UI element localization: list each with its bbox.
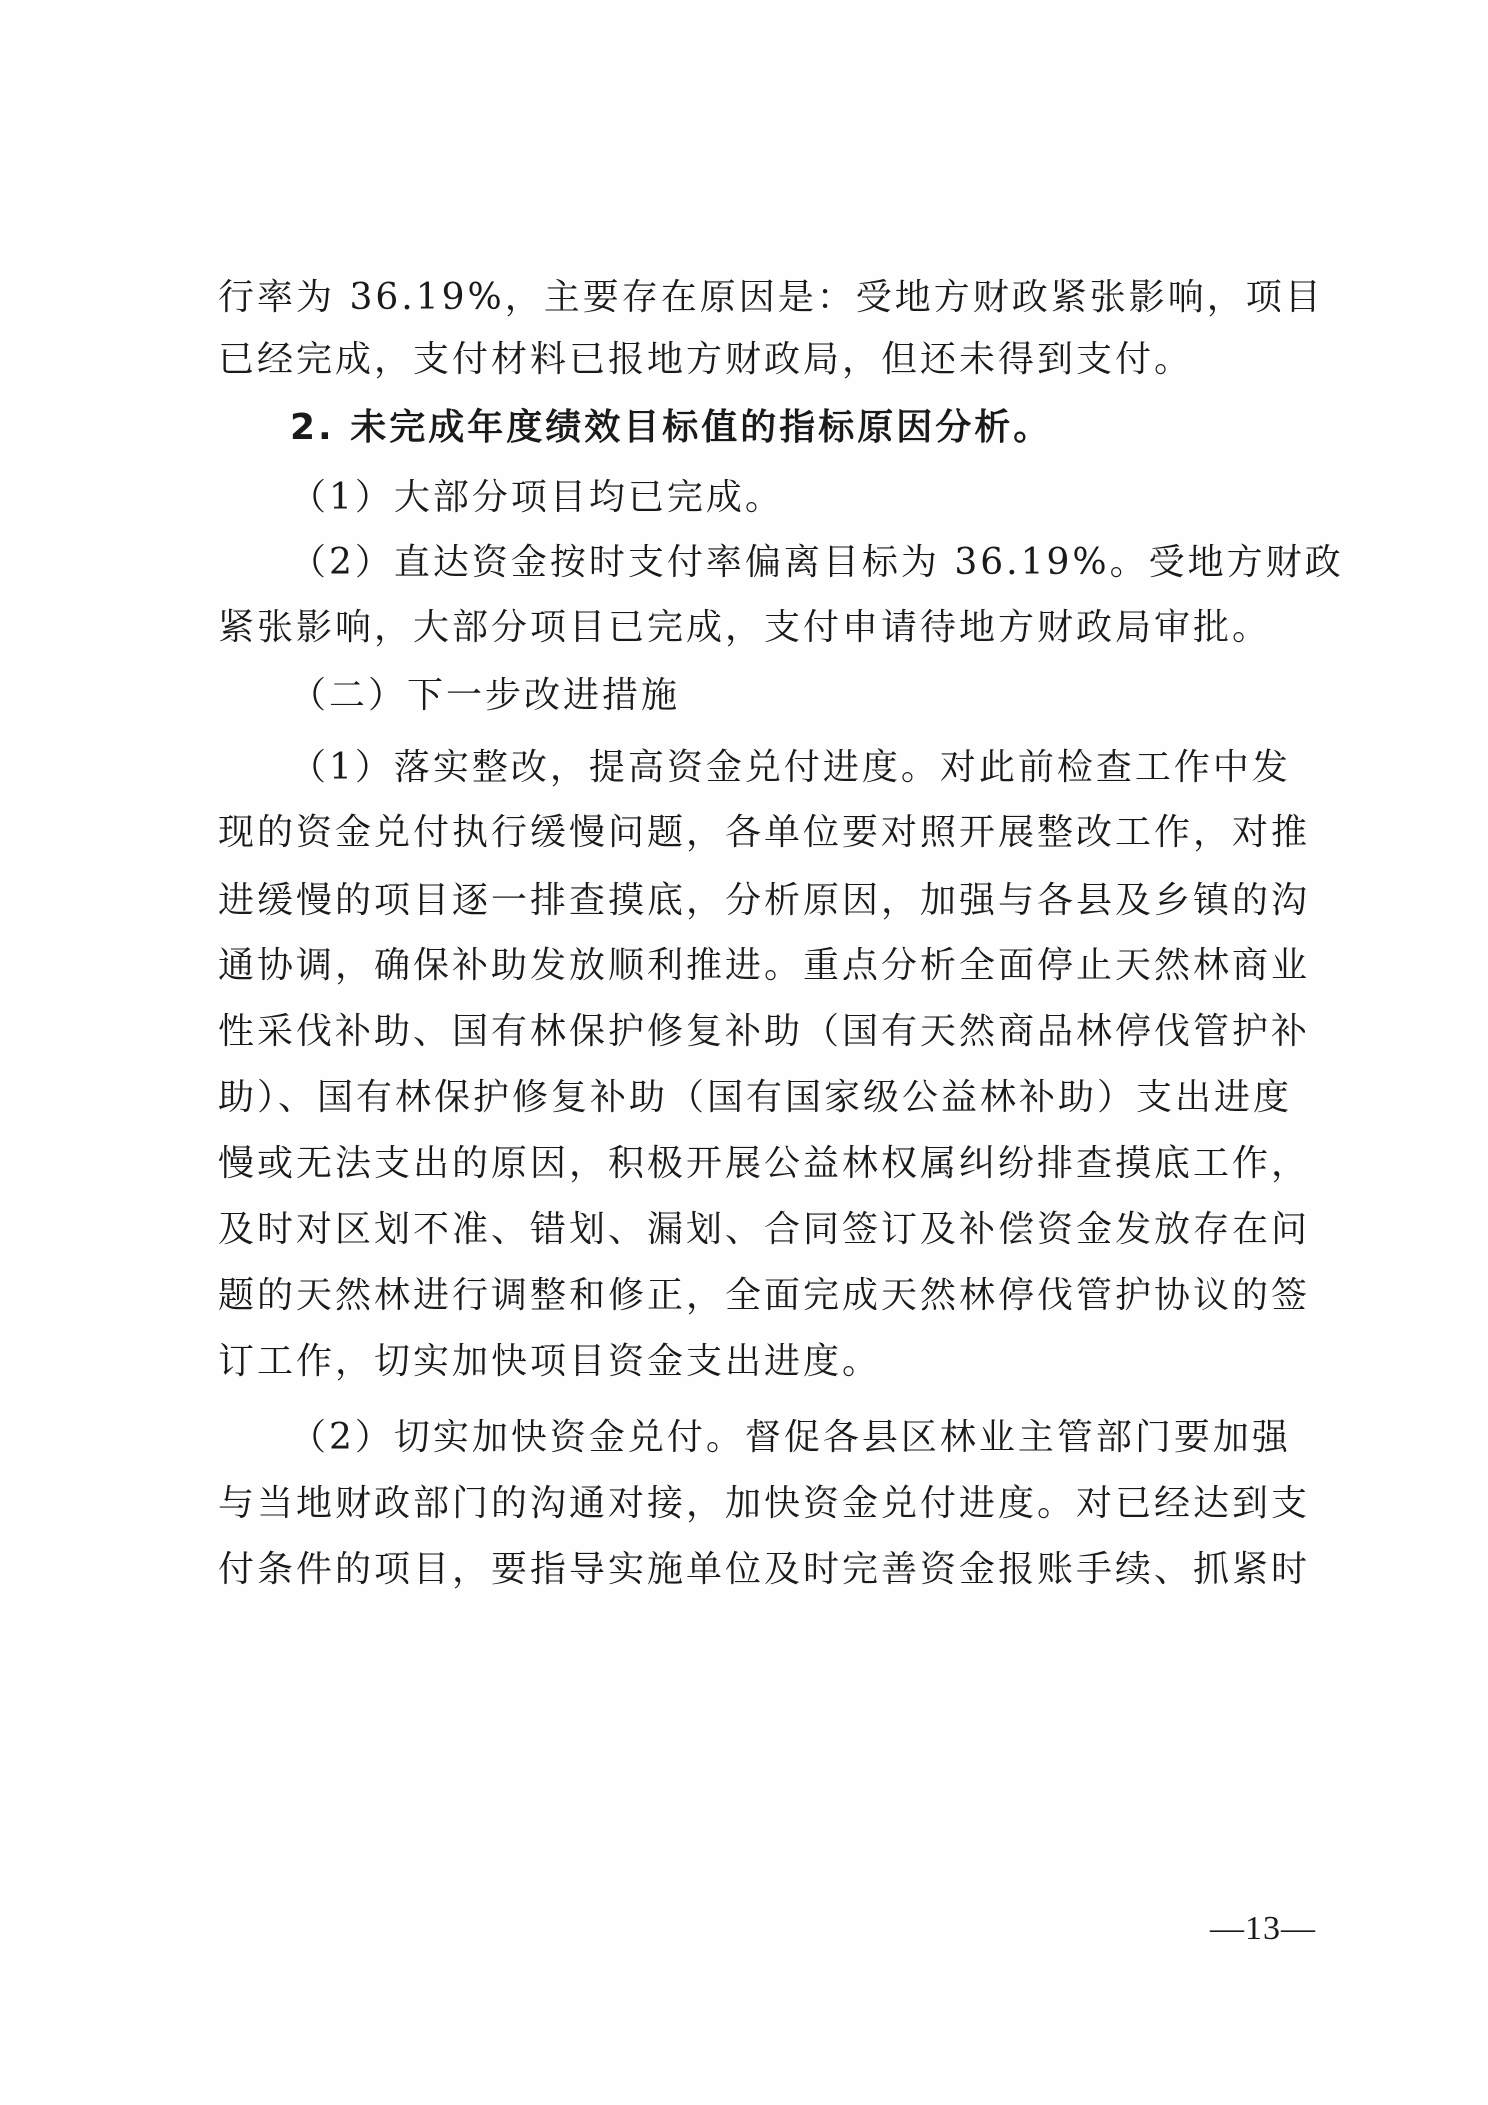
page-number: —13— <box>1210 1910 1316 1947</box>
text-line: （1）落实整改，提高资金兑付进度。对此前检查工作中发 <box>290 747 1291 788</box>
text-line: 通协调，确保补助发放顺利推进。重点分析全面停止天然林商业 <box>218 945 1311 986</box>
text-line: 助）、国有林保护修复补助（国有国家级公益林补助）支出进度 <box>218 1077 1293 1118</box>
section-heading: 2. 未完成年度绩效目标值的指标原因分析。 <box>290 407 1053 448</box>
text-line: 题的天然林进行调整和修正，全面完成天然林停伐管护协议的签 <box>218 1275 1311 1316</box>
text-line: 行率为 36.19%，主要存在原因是：受地方财政紧张影响，项目 <box>218 277 1324 318</box>
text-line: 付条件的项目，要指导实施单位及时完善资金报账手续、抓紧时 <box>218 1549 1311 1590</box>
text-line: 已经完成，支付材料已报地方财政局，但还未得到支付。 <box>218 339 1194 380</box>
text-line: 性采伐补助、国有林保护修复补助（国有天然商品林停伐管护补 <box>218 1011 1311 1052</box>
text-line: （1）大部分项目均已完成。 <box>290 477 784 518</box>
text-line: 订工作，切实加快项目资金支出进度。 <box>218 1341 882 1382</box>
text-line: （2）切实加快资金兑付。督促各县区林业主管部门要加强 <box>290 1417 1291 1458</box>
text-line: （2）直达资金按时支付率偏离目标为 36.19%。受地方财政 <box>290 542 1344 583</box>
text-line: 紧张影响，大部分项目已完成，支付申请待地方财政局审批。 <box>218 607 1272 648</box>
text-line: 进缓慢的项目逐一排查摸底，分析原因，加强与各县及乡镇的沟 <box>218 880 1311 921</box>
text-line: 慢或无法支出的原因，积极开展公益林权属纠纷排查摸底工作， <box>218 1143 1311 1184</box>
text-line: 现的资金兑付执行缓慢问题，各单位要对照开展整改工作，对推 <box>218 812 1311 853</box>
subsection-heading: （二）下一步改进措施 <box>290 675 681 716</box>
text-line: 及时对区划不准、错划、漏划、合同签订及补偿资金发放存在问 <box>218 1209 1311 1250</box>
text-line: 与当地财政部门的沟通对接，加快资金兑付进度。对已经达到支 <box>218 1483 1311 1524</box>
